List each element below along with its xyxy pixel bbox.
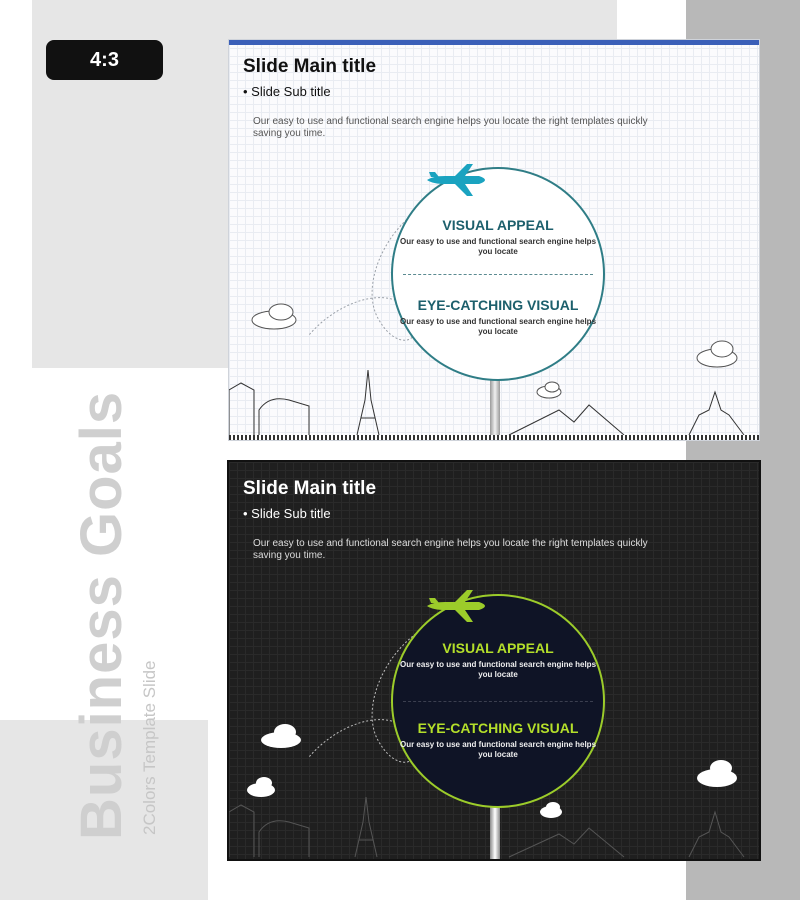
sign-post bbox=[490, 804, 500, 859]
side-title: Business Goals bbox=[69, 390, 134, 840]
cloud-icon bbox=[537, 382, 561, 398]
slide-description: Our easy to use and functional search engine helps you locate the right templates quickly saving you time. bbox=[253, 116, 648, 139]
sign-top-heading: VISUAL APPEAL bbox=[442, 217, 554, 233]
skyline-left bbox=[229, 383, 309, 435]
cloud-icon bbox=[261, 724, 301, 748]
sign-top-text: Our easy to use and functional search engine helps you locate bbox=[399, 660, 597, 679]
sign-bottom-text: Our easy to use and functional search engine helps you locate bbox=[399, 740, 597, 759]
aspect-ratio-badge: 4:3 bbox=[46, 40, 163, 80]
airplane-icon bbox=[425, 588, 487, 624]
ground-line bbox=[229, 435, 759, 440]
side-subtitle: 2Colors Template Slide bbox=[140, 660, 159, 835]
sign-bottom-text: Our easy to use and functional search engine helps you locate bbox=[399, 317, 597, 336]
cloud-icon bbox=[540, 802, 562, 818]
sign-divider bbox=[403, 701, 593, 702]
cloud-icon bbox=[697, 760, 737, 787]
slide-title: Slide Main title bbox=[243, 478, 377, 499]
sign-post bbox=[490, 380, 500, 435]
mountain-icon bbox=[509, 828, 624, 857]
slide-description: Our easy to use and functional search engine helps you locate the right templates quickly saving you time. bbox=[253, 538, 648, 561]
sign-top-text: Our easy to use and functional search engine helps you locate bbox=[399, 237, 597, 256]
slide-preview-dark[interactable] bbox=[229, 462, 759, 859]
skyline-left bbox=[229, 805, 309, 857]
sign-top-heading: VISUAL APPEAL bbox=[442, 640, 554, 656]
airplane-icon bbox=[425, 162, 487, 198]
cloud-icon bbox=[697, 341, 737, 367]
slide-title: Slide Main title bbox=[243, 56, 377, 77]
slide-subtitle: • Slide Sub title bbox=[243, 84, 331, 99]
signpost-circle bbox=[391, 167, 605, 381]
sign-divider bbox=[403, 274, 593, 275]
skyline-right bbox=[689, 392, 744, 435]
slide-subtitle: • Slide Sub title bbox=[243, 506, 331, 521]
sign-bottom-heading: EYE-CATCHING VISUAL bbox=[417, 297, 579, 313]
mountain-icon bbox=[509, 405, 624, 435]
slide-preview-light[interactable] bbox=[229, 40, 759, 440]
eiffel-tower-icon bbox=[355, 797, 377, 857]
cloud-icon bbox=[247, 777, 275, 797]
eiffel-tower-icon bbox=[357, 370, 379, 435]
skyline-right bbox=[689, 812, 744, 857]
signpost-circle bbox=[391, 594, 605, 808]
sign-bottom-heading: EYE-CATCHING VISUAL bbox=[417, 720, 579, 736]
cloud-icon bbox=[252, 304, 296, 329]
